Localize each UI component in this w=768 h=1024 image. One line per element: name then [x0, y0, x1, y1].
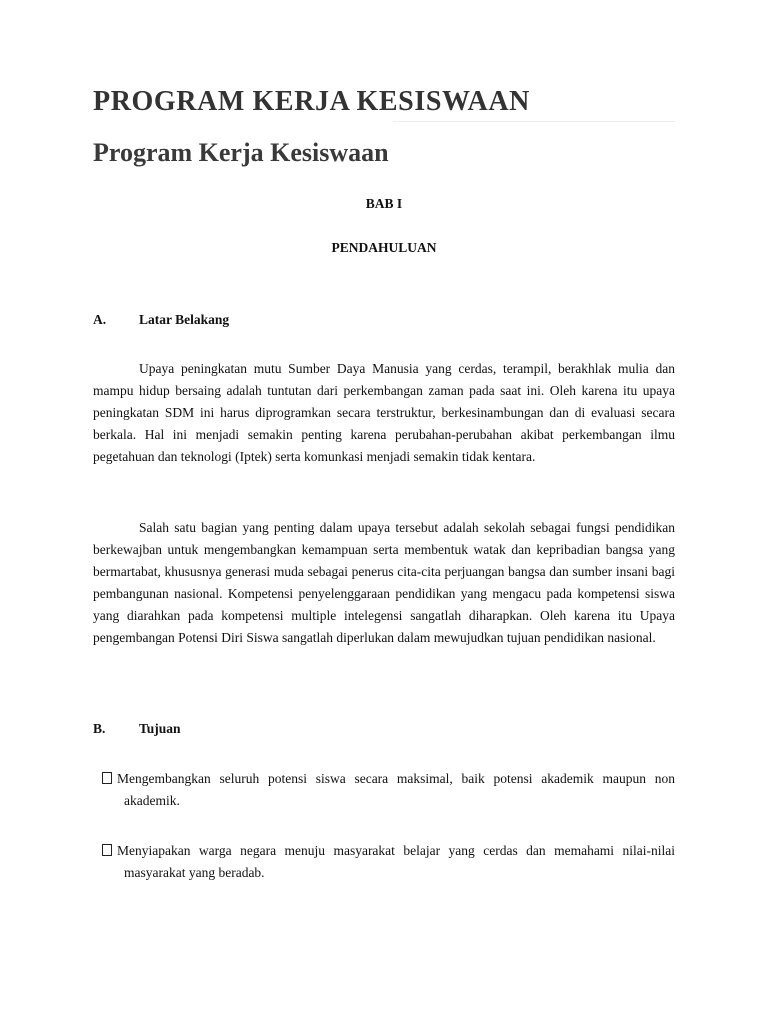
tujuan-list-item: [93, 840, 675, 884]
section-a-letter: A.: [93, 312, 107, 327]
document-subtitle: Program Kerja Kesiswaan: [93, 138, 389, 167]
document-title: PROGRAM KERJA KESISWAAN: [93, 86, 530, 117]
paragraph-latar-belakang-1: Upaya peningkatan mutu Sumber Daya Manusia yang cerdas, terampil, berakhlak mulia dan mampu hidup bersaing adalah tuntutan dari perkembangan zaman pada saat ini. Oleh karena itu upaya peningkatan SDM ini harus diprogramkan secara terstruktur, berkesinambungan dan di evaluasi secara berkala. Hal ini menjadi semakin penting karena perubahan-perubahan akibat perkembangan ilmu pegetahuan dan teknologi (Iptek) serta komunkasi menjadi semakin tidak kentara.: [93, 361, 675, 464]
section-a-heading: [93, 312, 229, 328]
title-divider: [393, 121, 675, 122]
section-a-title: Latar Belakang: [139, 312, 230, 327]
paragraph-latar-belakang-2: Salah satu bagian yang penting dalam upaya tersebut adalah sekolah sebagai fungsi pendidikan berkewajban untuk mengembangkan kemampuan serta membentuk watak dan kepribadian bangsa yang bermartabat, khususnya generasi muda sebagai penerus cita-cita perjuangan bangsa dan sumber insani bagi pembangunan nasional. Kompetensi penyelenggaraan pendidikan yang mengacu pada kompetensi siswa yang diarahkan pada kompetensi multiple intelegensi sangatlah diharapkan. Oleh karena itu Upaya pengembangan Potensi Diri Siswa sangatlah diperlukan dalam mewujudkan tujuan pendidikan nasional.: [93, 520, 675, 645]
chapter-number: BAB I: [365, 196, 403, 211]
bullet-box-icon: [102, 844, 112, 856]
section-b-letter: B.: [93, 721, 106, 736]
tujuan-text-1: Mengembangkan seluruh potensi siswa secara maksimal, baik potensi akademik maupun non akademik.: [117, 771, 675, 808]
tujuan-text-2: Menyiapakan warga negara menuju masyarakat belajar yang cerdas dan memahami nilai-nilai masyarakat yang beradab.: [117, 843, 675, 880]
bullet-box-icon: [102, 772, 112, 784]
section-b-heading: [93, 721, 181, 737]
tujuan-list-item: [93, 768, 675, 812]
section-b-title: Tujuan: [139, 721, 181, 736]
chapter-title: PENDAHULUAN: [331, 240, 437, 255]
